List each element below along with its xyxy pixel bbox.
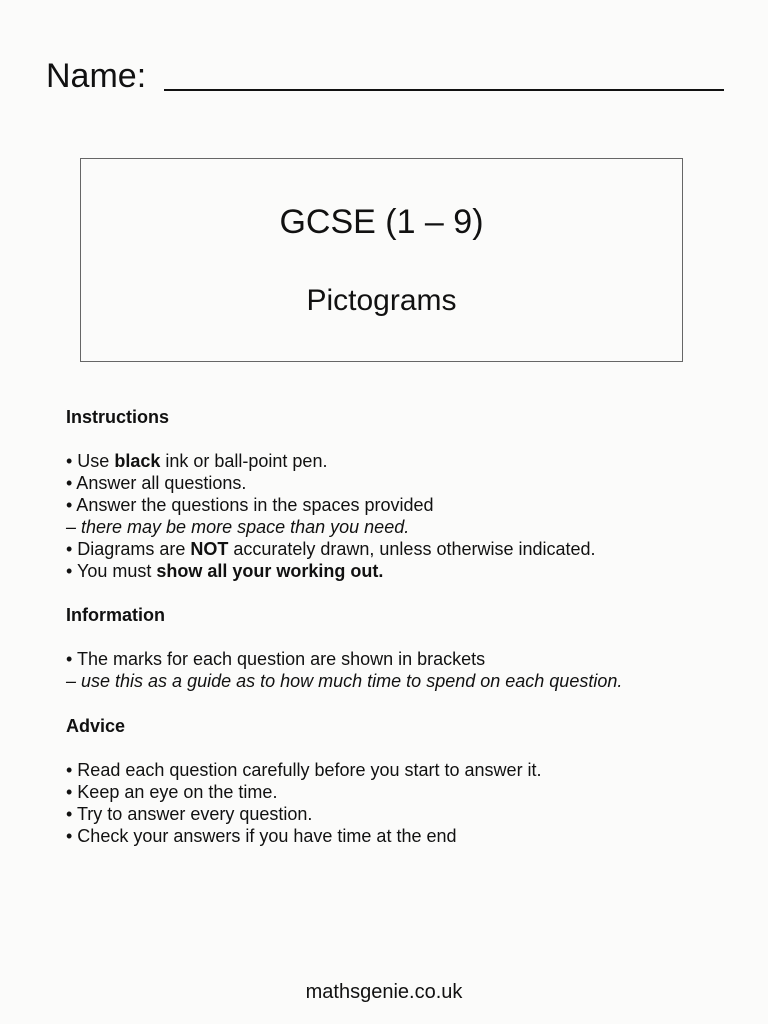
name-row xyxy=(46,56,726,96)
instruction-text: ink or ball-point pen. xyxy=(160,451,328,471)
instructions-heading: Instructions xyxy=(66,407,170,427)
instruction-item xyxy=(66,450,746,472)
instruction-text: • Diagrams are xyxy=(66,539,191,559)
instructions-section xyxy=(66,406,746,582)
instruction-item xyxy=(66,560,746,582)
instruction-item xyxy=(66,538,746,560)
information-section xyxy=(66,604,746,692)
advice-item: • Try to answer every question. xyxy=(66,804,313,824)
information-note: – use this as a guide as to how much time to spend on each question. xyxy=(66,671,623,691)
instruction-bold-text: black xyxy=(114,451,161,471)
name-write-line xyxy=(164,89,724,91)
instruction-bold-text: NOT xyxy=(190,539,229,559)
instruction-bold-text: show all your working out. xyxy=(156,561,384,581)
page-subtitle: Pictograms xyxy=(306,284,457,317)
title-box xyxy=(80,158,683,362)
advice-item: • Read each question carefully before you start to answer it. xyxy=(66,760,542,780)
instruction-note: – there may be more space than you need. xyxy=(66,517,410,537)
footer-site-name: mathsgenie.co.uk xyxy=(305,981,463,1003)
instruction-item: • Answer the questions in the spaces provided xyxy=(66,495,434,515)
information-item: • The marks for each question are shown in brackets xyxy=(66,649,486,669)
instruction-item: • Answer all questions. xyxy=(66,473,247,493)
instruction-text: accurately drawn, unless otherwise indicated. xyxy=(228,539,596,559)
information-heading: Information xyxy=(66,605,165,625)
instruction-text: • Use xyxy=(66,451,115,471)
advice-heading: Advice xyxy=(66,716,126,736)
page-title: GCSE (1 – 9) xyxy=(279,203,484,241)
name-label: Name: xyxy=(46,57,147,95)
advice-item: • Keep an eye on the time. xyxy=(66,782,278,802)
advice-item: • Check your answers if you have time at the end xyxy=(66,826,457,846)
advice-section xyxy=(66,715,746,847)
instruction-text: • You must xyxy=(66,561,157,581)
